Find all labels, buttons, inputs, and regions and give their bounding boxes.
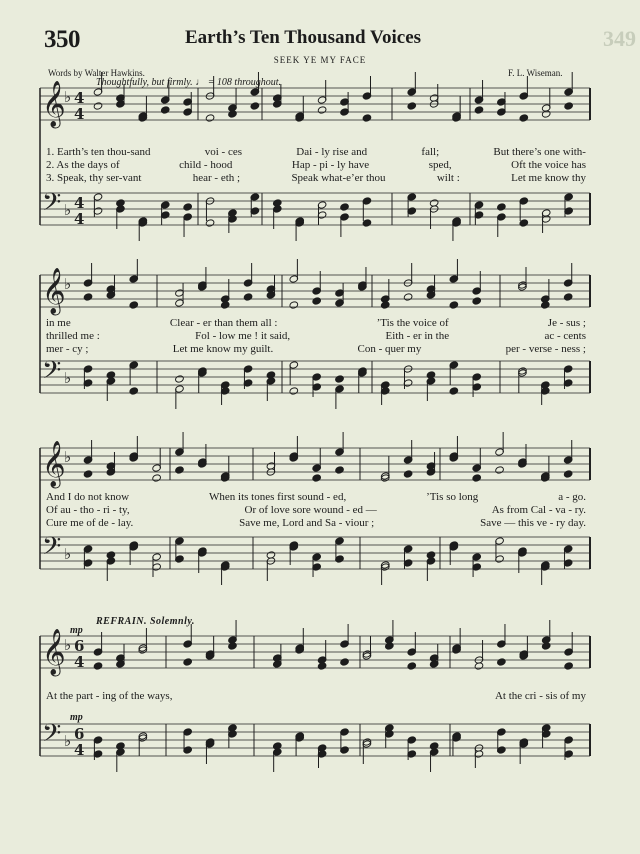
flat-key-signature-icon: ♭	[64, 448, 72, 466]
flat-key-signature-icon: ♭	[64, 732, 72, 750]
flat-key-signature-icon: ♭	[64, 369, 72, 387]
note-head	[205, 114, 215, 122]
lyric-segment: Clear - er than them all :	[169, 317, 278, 329]
time-signature-top: 4	[74, 89, 85, 107]
note-head	[183, 203, 193, 211]
lyrics-system1-verse3	[46, 172, 586, 184]
note-head	[129, 387, 139, 395]
note-head	[312, 474, 322, 482]
note-head	[403, 293, 413, 301]
lyric-segment: At the cri - sis of my	[494, 690, 586, 702]
note-head	[250, 102, 260, 110]
note-head	[228, 642, 238, 650]
lyrics-system1-verse2	[46, 159, 586, 171]
note-head	[272, 199, 282, 207]
note-head	[564, 662, 574, 670]
note-head	[83, 470, 93, 478]
lyric-segment: per - verse - ness ;	[505, 343, 586, 355]
note-head	[497, 203, 507, 211]
words-credit: Words by Walter Hawkins.	[48, 68, 145, 78]
note-head	[129, 301, 139, 309]
note-head	[243, 293, 253, 301]
time-signature-top: 6	[74, 725, 85, 743]
lyric-segment: Fol - low me ! it said,	[195, 330, 291, 342]
lyric-segment: Dai - ly rise and	[296, 146, 368, 158]
note-head	[116, 742, 126, 750]
note-head	[472, 297, 482, 305]
tempo-value: = 108 throughout.	[207, 77, 282, 88]
time-signature-bottom: 4	[74, 653, 85, 671]
bass-clef-icon: 𝄢	[42, 188, 62, 223]
note-head	[429, 199, 439, 207]
note-head	[519, 114, 529, 122]
lyrics-system1-verse1	[46, 146, 586, 158]
dynamic-mp-bass: mp	[70, 712, 83, 723]
note-head	[317, 662, 327, 670]
note-head	[83, 293, 93, 301]
lyric-segment: 2. As the days of	[46, 159, 120, 171]
note-head	[175, 466, 185, 474]
note-head	[449, 387, 459, 395]
lyric-segment: Cure me of de - lay.	[46, 517, 134, 529]
note-head	[563, 470, 573, 478]
lyric-segment: child - hood	[179, 159, 233, 171]
treble-clef-icon: 𝄞	[42, 81, 66, 127]
note-head	[407, 662, 417, 670]
note-head	[385, 642, 395, 650]
lyrics-system3-verse2	[46, 504, 586, 516]
note-head	[289, 387, 299, 395]
lyric-segment: At the part - ing of the ways,	[46, 690, 173, 702]
note-head	[160, 106, 170, 114]
hymn-number: 350	[44, 26, 80, 53]
note-head	[312, 297, 322, 305]
lyric-segment: Speak what-e’er thou	[291, 172, 386, 184]
note-head	[289, 301, 299, 309]
quarter-note-icon: ♩	[195, 77, 206, 88]
lyric-segment: Con - quer my	[357, 343, 422, 355]
lyric-segment: mer - cy ;	[46, 343, 89, 355]
time-signature-bottom: 4	[74, 210, 85, 228]
note-head	[335, 466, 345, 474]
lyric-segment: Of au - tho - ri - ty,	[46, 504, 130, 516]
note-head	[563, 293, 573, 301]
note-head	[93, 662, 103, 670]
flat-key-signature-icon: ♭	[64, 201, 72, 219]
lyric-segment: hear - eth ;	[192, 172, 241, 184]
note-head	[474, 662, 484, 670]
note-head	[340, 658, 350, 666]
music-credit: F. L. Wiseman.	[508, 68, 563, 78]
note-head	[449, 301, 459, 309]
lyric-segment: sped,	[428, 159, 452, 171]
lyrics-system3-verse3	[46, 517, 586, 529]
lyrics-system2-verse1	[46, 317, 586, 329]
lyric-segment: ’Tis so long	[426, 491, 479, 503]
note-head	[116, 199, 126, 207]
lyric-segment: thrilled me :	[46, 330, 100, 342]
bleed-through-page-number: 349	[603, 26, 636, 51]
lyric-segment: And I do not know	[46, 491, 130, 503]
dynamic-mp-treble: mp	[70, 625, 83, 636]
note-head	[541, 110, 551, 118]
lyrics-system2-verse2	[46, 330, 586, 342]
lyric-segment: ac - cents	[544, 330, 586, 342]
lyric-segment: Save me, Lord and Sa - viour ;	[239, 517, 375, 529]
lyric-segment: As from Cal - va - ry.	[491, 504, 586, 516]
lyrics-system2-verse3	[46, 343, 586, 355]
note-head	[429, 742, 439, 750]
lyric-segment: But there’s one with-	[493, 146, 586, 158]
note-head	[106, 371, 116, 379]
lyric-segment: Hap - pi - ly have	[291, 159, 370, 171]
note-head	[426, 551, 436, 559]
lyric-segment: Let me know my guilt.	[172, 343, 274, 355]
flat-key-signature-icon: ♭	[64, 88, 72, 106]
time-signature-bottom: 4	[74, 105, 85, 123]
bass-clef-icon: 𝄢	[42, 719, 62, 754]
lyric-segment: wilt :	[436, 172, 460, 184]
lyric-segment: 1. Earth’s ten thou-sand	[46, 146, 151, 158]
refrain-label: REFRAIN. Solemnly.	[96, 616, 195, 627]
bass-clef-icon: 𝄢	[42, 532, 62, 567]
note-head	[472, 474, 482, 482]
flat-key-signature-icon: ♭	[64, 275, 72, 293]
bass-clef-icon: 𝄢	[42, 356, 62, 391]
time-signature-top: 4	[74, 194, 85, 212]
treble-clef-icon: 𝄞	[42, 268, 66, 314]
note-head	[228, 110, 238, 118]
lyrics-system4-verse1	[46, 690, 586, 702]
lyric-segment: voi - ces	[204, 146, 243, 158]
note-head	[497, 658, 507, 666]
lyric-segment: Or of love sore wound - ed —	[244, 504, 377, 516]
lyric-segment: ’Tis the voice of	[376, 317, 449, 329]
note-head	[474, 106, 484, 114]
note-head	[564, 102, 574, 110]
note-head	[272, 742, 282, 750]
note-head	[266, 551, 276, 559]
lyric-segment: Eith - er in the	[385, 330, 450, 342]
lyric-segment: Save — this ve - ry day.	[480, 517, 586, 529]
note-head	[175, 375, 185, 383]
note-head	[540, 301, 550, 309]
note-head	[362, 114, 372, 122]
note-head	[340, 203, 350, 211]
lyric-segment: 3. Speak, thy ser-vant	[46, 172, 142, 184]
lyric-segment: in me	[46, 317, 71, 329]
treble-clef-icon: 𝄞	[42, 441, 66, 487]
note-head	[317, 106, 327, 114]
note-head	[403, 470, 413, 478]
note-head	[407, 102, 417, 110]
note-head	[541, 642, 551, 650]
note-head	[93, 102, 103, 110]
lyrics-system3-verse1	[46, 491, 586, 503]
note-head	[183, 658, 193, 666]
lyric-segment: a - go.	[558, 491, 586, 503]
note-head	[380, 301, 390, 309]
hymn-title: Earth’s Ten Thousand Voices	[185, 27, 422, 48]
treble-clef-icon: 𝄞	[42, 629, 66, 675]
note-head	[495, 466, 505, 474]
note-head	[220, 301, 230, 309]
note-head	[152, 474, 162, 482]
time-signature-bottom: 4	[74, 741, 85, 759]
note-head	[335, 375, 345, 383]
time-signature-top: 6	[74, 637, 85, 655]
note-head	[266, 371, 276, 379]
flat-key-signature-icon: ♭	[64, 636, 72, 654]
note-head	[426, 371, 436, 379]
flat-key-signature-icon: ♭	[64, 545, 72, 563]
note-head	[106, 551, 116, 559]
lyric-segment: fall;	[421, 146, 440, 158]
tune-name: SEEK YE MY FACE	[273, 55, 367, 65]
lyric-segment: Je - sus ;	[547, 317, 586, 329]
lyric-segment: Oft the voice has	[511, 159, 586, 171]
lyric-segment: Let me know thy	[511, 172, 586, 184]
lyric-segment: When its tones first sound - ed,	[209, 491, 347, 503]
tempo-text: Thoughtfully, but firmly.	[96, 77, 193, 88]
